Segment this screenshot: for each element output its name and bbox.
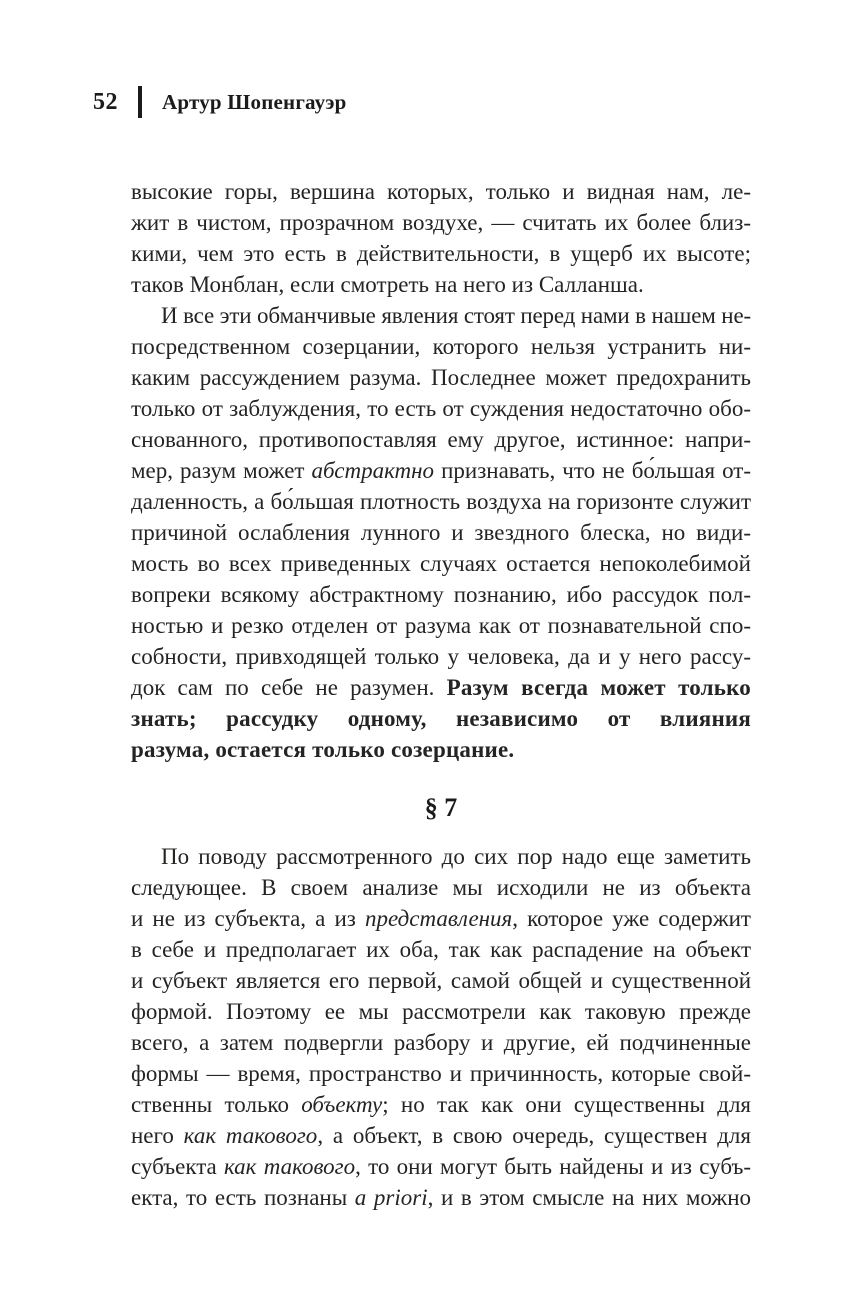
- text-line: [131, 579, 751, 610]
- bold-segment: Разум всегда может только: [446, 675, 751, 700]
- header-divider: [138, 86, 142, 118]
- text-segment: жит в чистом, прозрачном воздухе, — считать их более близ-: [131, 210, 751, 235]
- text-segment: только от заблуждения, то есть от суждения недостаточно обо-: [131, 396, 751, 421]
- bold-segment: разума, остается только созерцание.: [131, 737, 515, 762]
- text-segment: екта, то есть познаны: [131, 1185, 355, 1210]
- text-line: [131, 1182, 751, 1213]
- text-segment: формы — время, пространство и причинность, которые свой-: [131, 1061, 751, 1086]
- text-segment: , и в этом смысле на них можно: [427, 1185, 752, 1210]
- text-line: [131, 548, 751, 579]
- text-line: [131, 300, 751, 331]
- text-segment: всего, а затем подвергли разбору и другие, ей подчиненные: [131, 1030, 751, 1055]
- text-line: [131, 610, 751, 641]
- italic-segment: как такового: [183, 1123, 318, 1148]
- text-segment: собности, привходящей только у человека, да и у него рассу-: [131, 644, 751, 669]
- text-segment: ностью и резко отделен от разума как от познавательной спо-: [131, 613, 751, 638]
- text-line: [131, 1151, 751, 1182]
- text-segment: , то они могут быть найдены и из субъ-: [355, 1154, 752, 1179]
- text-line: [131, 641, 751, 672]
- text-line: [131, 269, 751, 300]
- text-line: [131, 486, 751, 517]
- text-segment: мер, разум может: [131, 458, 312, 483]
- text-segment: даленность, а бо́льшая плотность воздуха на горизонте служит: [131, 489, 751, 514]
- text-segment: субъекта: [131, 1154, 224, 1179]
- text-line: [131, 1058, 751, 1089]
- text-line: [131, 934, 751, 965]
- text-line: [131, 672, 751, 703]
- text-segment: ственны только: [131, 1092, 302, 1117]
- text-segment: таков Монблан, если смотреть на него из Салланша.: [131, 272, 644, 297]
- page-number: 52: [93, 88, 118, 115]
- text-segment: причиной ослабления лунного и звездного блеска, но види-: [131, 520, 751, 545]
- text-line: [131, 703, 751, 734]
- text-segment: следующее. В своем анализе мы исходили не из объекта: [131, 875, 751, 900]
- text-segment: формой. Поэтому ее мы рассмотрели как таковую прежде: [131, 999, 751, 1024]
- text-segment: мость во всех приведенных случаях остается непоколебимой: [131, 551, 751, 576]
- text-line: [131, 238, 751, 269]
- text-segment: И все эти обманчивые явления стоят перед нами в нашем не-: [161, 303, 751, 328]
- text-line: [131, 424, 751, 455]
- italic-segment: a priori: [354, 1185, 428, 1210]
- text-segment: док сам по себе не разумен.: [131, 675, 447, 700]
- text-line: [131, 362, 751, 393]
- text-line: [131, 1089, 751, 1120]
- text-segment: ; но так как они существенны для: [382, 1092, 751, 1117]
- text-line: [131, 1027, 751, 1058]
- italic-segment: как такового: [224, 1154, 356, 1179]
- text-segment: него: [131, 1123, 184, 1148]
- text-segment: признавать, что не бо́льшая от-: [434, 458, 751, 483]
- text-segment: снованного, противопоставляя ему другое, истинное: напри-: [131, 427, 751, 452]
- text-line: [131, 331, 751, 362]
- text-segment: и субъект является его первой, самой общей и существенной: [131, 968, 751, 993]
- text-segment: кими, чем это есть в действительности, в ущерб их высоте;: [131, 241, 751, 266]
- paragraph: [131, 300, 751, 765]
- text-segment: посредственном созерцании, которого нельзя устранить ни-: [131, 334, 751, 359]
- section-heading: § 7: [424, 793, 458, 822]
- text-segment: и не из субъекта, а из: [131, 906, 365, 931]
- paragraph: [131, 176, 751, 300]
- text-segment: каким рассуждением разума. Последнее может предохранить: [131, 365, 751, 390]
- text-line: [131, 176, 751, 207]
- text-line: [131, 1120, 751, 1151]
- text-line: [131, 207, 751, 238]
- text-segment: высокие горы, вершина которых, только и видная нам, ле-: [131, 179, 751, 204]
- text-segment: , а объект, в свою очередь, существен для: [317, 1123, 751, 1148]
- text-segment: , которое уже содержит: [512, 906, 751, 931]
- text-line: [131, 903, 751, 934]
- text-segment: вопреки всякому абстрактному познанию, ибо рассудок пол-: [131, 582, 751, 607]
- text-column: [131, 176, 751, 1213]
- bold-segment: знать; рассудку одному, независимо от влияния: [131, 706, 751, 731]
- italic-segment: представления: [364, 906, 513, 931]
- italic-segment: объекту: [301, 1092, 383, 1117]
- text-line: [131, 517, 751, 548]
- text-line: [131, 393, 751, 424]
- text-line: [131, 996, 751, 1027]
- text-segment: в себе и предполагает их оба, так как распадение на объект: [131, 937, 751, 962]
- text-line: [131, 841, 751, 872]
- page-header: [93, 86, 750, 118]
- italic-segment: абстрактно: [311, 458, 435, 483]
- running-head-author: Артур Шопенгауэр: [162, 89, 347, 114]
- paragraph: [131, 841, 751, 1213]
- text-line: [131, 872, 751, 903]
- text-line: [131, 965, 751, 996]
- text-line: [131, 734, 751, 765]
- text-line: [131, 455, 751, 486]
- text-segment: По поводу рассмотренного до сих пор надо еще заметить: [161, 844, 751, 869]
